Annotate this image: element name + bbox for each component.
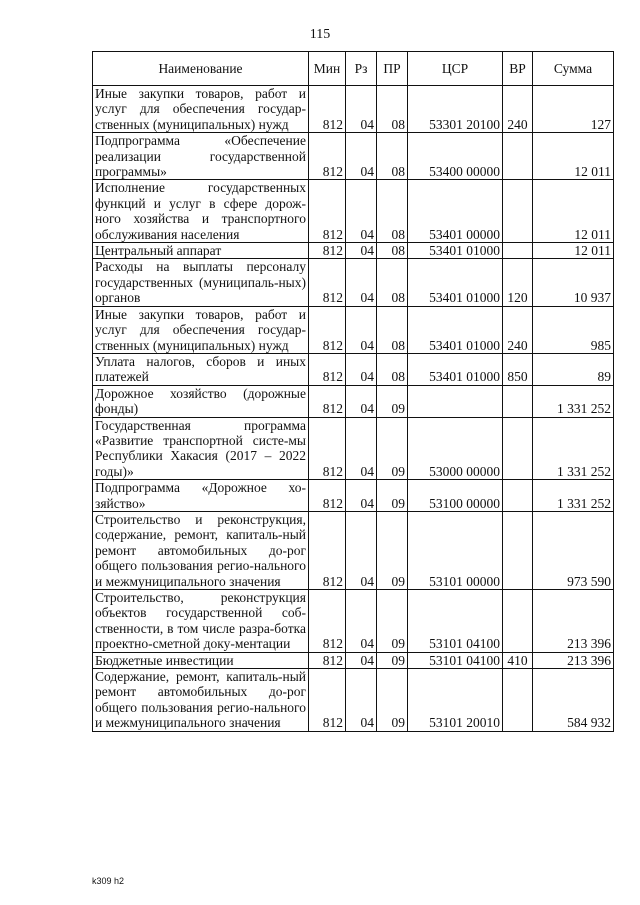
cell-csr: 53401 01000 [408,306,503,353]
cell-vr [503,180,533,243]
cell-rz: 04 [346,259,377,306]
cell-name: Бюджетные инвестиции [93,652,309,668]
table-row [93,133,614,180]
table-row [93,86,614,133]
table-row [93,259,614,306]
cell-pr: 08 [377,353,408,385]
cell-rz: 04 [346,511,377,589]
cell-sum: 1 331 252 [533,480,614,512]
header-pr: ПР [377,52,408,86]
cell-vr [503,417,533,480]
cell-sum: 12 011 [533,133,614,180]
cell-pr: 09 [377,417,408,480]
cell-rz: 04 [346,243,377,259]
cell-rz: 04 [346,417,377,480]
cell-vr [503,669,533,732]
cell-min: 812 [309,385,346,417]
cell-sum: 12 011 [533,180,614,243]
header-vr: ВР [503,52,533,86]
cell-min: 812 [309,652,346,668]
cell-pr: 09 [377,511,408,589]
cell-csr: 53400 00000 [408,133,503,180]
cell-csr [408,385,503,417]
cell-csr: 53401 01000 [408,243,503,259]
cell-min: 812 [309,669,346,732]
cell-rz: 04 [346,385,377,417]
cell-name: Государственная программа «Развитие транспортной систе-мы Республики Хакасия (2017 – 2022 годы)» [93,417,309,480]
header-csr: ЦСР [408,52,503,86]
cell-csr: 53401 01000 [408,353,503,385]
cell-pr: 09 [377,385,408,417]
cell-pr: 08 [377,243,408,259]
cell-rz: 04 [346,652,377,668]
cell-csr: 53101 20010 [408,669,503,732]
cell-csr: 53301 20100 [408,86,503,133]
cell-vr [503,590,533,653]
cell-name: Дорожное хозяйство (дорожные фонды) [93,385,309,417]
cell-vr: 240 [503,306,533,353]
cell-sum: 213 396 [533,590,614,653]
table-row [93,480,614,512]
cell-sum: 985 [533,306,614,353]
cell-name: Строительство, реконструкция объектов государственной соб-ственности, в том числе разра-ботка проектно-сметной доку-ментации [93,590,309,653]
cell-min: 812 [309,590,346,653]
cell-rz: 04 [346,669,377,732]
header-rz: Рз [346,52,377,86]
cell-rz: 04 [346,133,377,180]
cell-rz: 04 [346,480,377,512]
cell-rz: 04 [346,306,377,353]
table-header-row [93,52,614,86]
header-name: Наименование [93,52,309,86]
cell-pr: 09 [377,590,408,653]
cell-csr: 53401 00000 [408,180,503,243]
cell-min: 812 [309,417,346,480]
cell-csr: 53101 04100 [408,652,503,668]
cell-sum: 1 331 252 [533,385,614,417]
cell-name: Подпрограмма «Обеспечение реализации государственной программы» [93,133,309,180]
cell-csr: 53100 00000 [408,480,503,512]
cell-sum: 10 937 [533,259,614,306]
header-min: Мин [309,52,346,86]
cell-sum: 1 331 252 [533,417,614,480]
cell-sum: 584 932 [533,669,614,732]
cell-csr: 53101 00000 [408,511,503,589]
cell-pr: 08 [377,259,408,306]
footer-code: k309 h2 [92,876,125,886]
cell-min: 812 [309,353,346,385]
cell-vr [503,133,533,180]
cell-vr: 850 [503,353,533,385]
cell-min: 812 [309,180,346,243]
cell-pr: 08 [377,306,408,353]
cell-name: Уплата налогов, сборов и иных платежей [93,353,309,385]
cell-rz: 04 [346,86,377,133]
cell-min: 812 [309,133,346,180]
table-row [93,353,614,385]
cell-pr: 09 [377,669,408,732]
cell-name: Расходы на выплаты персоналу государственных (муниципаль-ных) органов [93,259,309,306]
cell-csr: 53401 01000 [408,259,503,306]
cell-sum: 213 396 [533,652,614,668]
cell-min: 812 [309,86,346,133]
cell-vr [503,385,533,417]
header-sum: Сумма [533,52,614,86]
cell-pr: 08 [377,86,408,133]
cell-name: Подпрограмма «Дорожное хо-зяйство» [93,480,309,512]
page-number: 115 [309,27,331,42]
cell-min: 812 [309,259,346,306]
cell-sum: 12 011 [533,243,614,259]
cell-pr: 08 [377,133,408,180]
cell-name: Содержание, ремонт, капиталь-ный ремонт автомобильных до-рог общего пользования регио-нального и межмуниципального значения [93,669,309,732]
cell-pr: 08 [377,180,408,243]
cell-vr [503,243,533,259]
cell-rz: 04 [346,180,377,243]
table-row [93,652,614,668]
cell-name: Исполнение государственных функций и услуг в сфере дорож-ного хозяйства и транспортного обслуживания населения [93,180,309,243]
cell-sum: 89 [533,353,614,385]
cell-name: Строительство и реконструкция, содержание, ремонт, капиталь-ный ремонт автомобильных до-рог общего пользования регио-нального и межмуниципального значения [93,511,309,589]
cell-name: Центральный аппарат [93,243,309,259]
cell-vr: 240 [503,86,533,133]
cell-pr: 09 [377,480,408,512]
cell-name: Иные закупки товаров, работ и услуг для обеспечения государ-ственных (муниципальных) нужд [93,86,309,133]
cell-sum: 127 [533,86,614,133]
table-row [93,511,614,589]
cell-min: 812 [309,243,346,259]
table-row [93,306,614,353]
cell-rz: 04 [346,353,377,385]
cell-vr [503,480,533,512]
cell-min: 812 [309,306,346,353]
cell-vr: 410 [503,652,533,668]
table-row [93,417,614,480]
cell-name: Иные закупки товаров, работ и услуг для обеспечения государ-ственных (муниципальных) нужд [93,306,309,353]
table-row [93,669,614,732]
cell-csr: 53000 00000 [408,417,503,480]
table-row [93,385,614,417]
cell-vr: 120 [503,259,533,306]
cell-sum: 973 590 [533,511,614,589]
cell-min: 812 [309,511,346,589]
cell-min: 812 [309,480,346,512]
cell-vr [503,511,533,589]
cell-pr: 09 [377,652,408,668]
table-row [93,180,614,243]
cell-csr: 53101 04100 [408,590,503,653]
budget-table [92,51,614,732]
table-row [93,590,614,653]
cell-rz: 04 [346,590,377,653]
table-row [93,243,614,259]
